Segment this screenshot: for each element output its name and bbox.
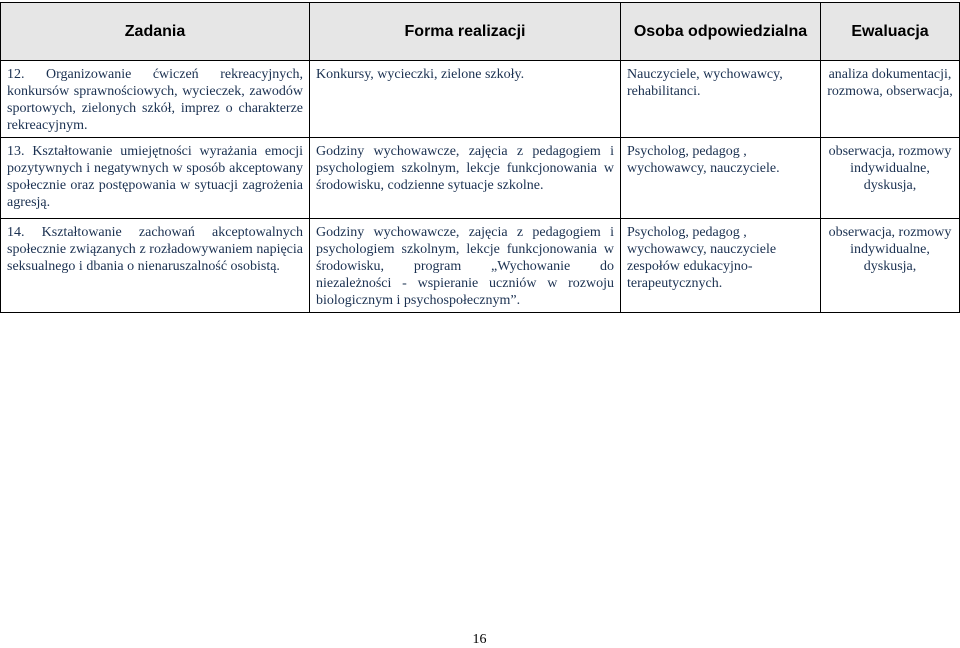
table-row — [1, 138, 960, 219]
person-cell: Psycholog, pedagog , wychowawcy, nauczyciele. — [621, 138, 821, 219]
program-table — [0, 2, 960, 313]
task-cell: 13. Kształtowanie umiejętności wyrażania emocji pozytywnych i negatywnych w sposób akceptowany społecznie oraz postępowania w sytuacji zagrożenia agresją. — [1, 138, 310, 219]
header-person: Osoba odpowiedzialna — [621, 3, 821, 61]
evaluation-cell: obserwacja, rozmowy indywidualne, dyskusja, — [821, 138, 960, 219]
task-cell: 12. Organizowanie ćwiczeń rekreacyjnych, konkursów sprawnościowych, wycieczek, zawodów sportowych, zielonych szkół, imprez o charakterze rekreacyjnym. — [1, 61, 310, 138]
table-row — [1, 219, 960, 313]
table-header-row — [1, 3, 960, 61]
header-form: Forma realizacji — [310, 3, 621, 61]
form-cell: Konkursy, wycieczki, zielone szkoły. — [310, 61, 621, 138]
page-number: 16 — [472, 632, 487, 647]
header-evaluation: Ewaluacja — [821, 3, 960, 61]
form-cell: Godziny wychowawcze, zajęcia z pedagogiem i psychologiem szkolnym, lekcje funkcjonowania w środowisku, codzienne sytuacje szkolne. — [310, 138, 621, 219]
evaluation-cell: analiza dokumentacji, rozmowa, obserwacja, — [821, 61, 960, 138]
form-cell: Godziny wychowawcze, zajęcia z pedagogiem i psychologiem szkolnym, lekcje funkcjonowania w środowisku, program „Wychowanie do niezależności - wspieranie uczniów w rozwoju biologicznym i psychospołecznym”. — [310, 219, 621, 313]
evaluation-cell: obserwacja, rozmowy indywidualne, dyskusja, — [821, 219, 960, 313]
task-cell: 14. Kształtowanie zachowań akceptowalnych społecznie związanych z rozładowywaniem napięcia seksualnego i dbania o nienaruszalność osobistą. — [1, 219, 310, 313]
header-tasks: Zadania — [1, 3, 310, 61]
person-cell: Nauczyciele, wychowawcy, rehabilitanci. — [621, 61, 821, 138]
table-row — [1, 61, 960, 138]
person-cell: Psycholog, pedagog , wychowawcy, nauczyciele zespołów edukacyjno-terapeutycznych. — [621, 219, 821, 313]
